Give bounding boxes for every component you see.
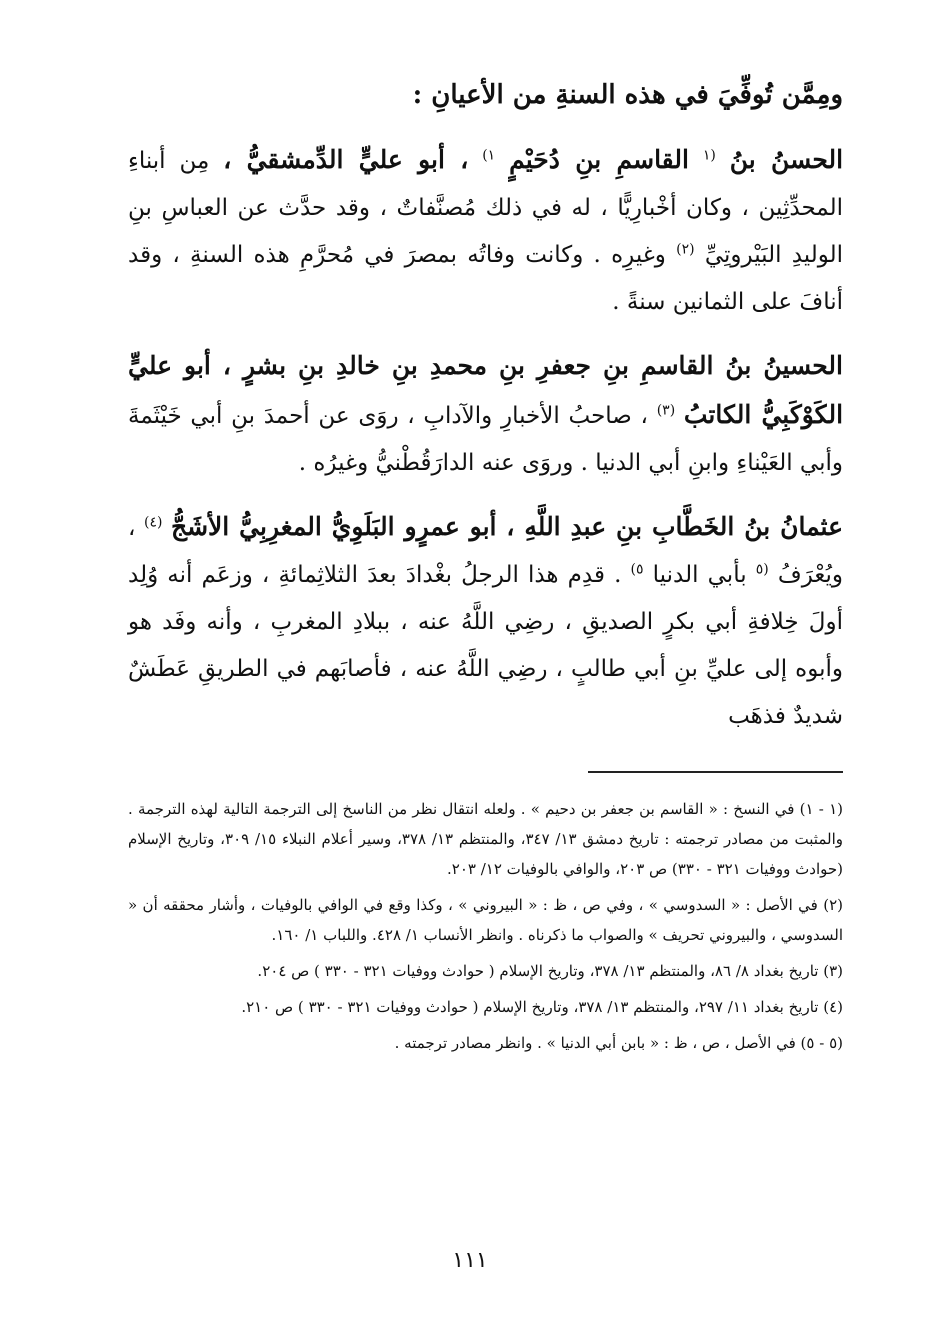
footnote-marker[interactable]: (١ bbox=[702, 147, 716, 164]
entry-name: عثمانُ بنُ الخَطَّابِ بنِ عبدِ اللَّهِ ، أبو عمرٍو البَلَوِيُّ المغرِبِيُّ الأشَجُّ bbox=[170, 512, 844, 541]
footnote-marker[interactable]: (٥ bbox=[755, 561, 769, 578]
entry-name: ، أبو عليٍّ الدِّمشقيُّ ، bbox=[223, 145, 469, 174]
footnote: (٤) تاريخ بغداد ١١/ ٢٩٧، والمنتظم ١٣/ ٣٧٨، وتاريخ الإسلام ( حوادث ووفيات ٣٢١ - ٣٣٠ ) ص ٢١٠. bbox=[241, 998, 843, 1016]
entry-text: . قدِم هذا الرجلُ بغْدادَ بعدَ الثلاثِمائةِ ، وزعَم أنه وُلِد أولَ خِلافةِ أبي بكرٍ الصديقِ ، رضِي اللَّهُ عنه ، ببلادِ المغربِ ، وأنه وفَد هو وأبوه إلى عليِّ بنِ أبي طالبٍ ، رضِي اللَّهُ عنه ، فأصابَهم في الطريقِ عَطَشٌ شديدٌ فذهَب bbox=[128, 562, 843, 729]
footnote-marker[interactable]: ١) bbox=[482, 147, 496, 164]
footnote: (٥ - ٥) في الأصل ، ص ، ظ : « بابن أبي الدنيا » . وانظر مصادر ترجمته . bbox=[394, 1034, 843, 1052]
footnotes bbox=[128, 794, 843, 1064]
entry-text: بأبي الدنيا bbox=[652, 562, 747, 588]
entry-text: وغيرِه . وكانت وفاتُه بمصرَ في مُحرَّمِ هذه السنةِ ، وقد أنافَ على الثمانين سنةً . bbox=[128, 242, 843, 315]
entry-husayn bbox=[128, 342, 843, 487]
footnote-divider bbox=[588, 771, 843, 773]
entry-text: ، ويُعْرَفُ bbox=[128, 515, 843, 588]
entry-name: القاسمِ بنِ دُحَيْمٍ bbox=[509, 145, 689, 174]
footnote: (١ - ١) في النسخ : « القاسم بن جعفر بن دحيم » . ولعله انتقال نظر من الناسخ إلى الترجمة التالية لهذه الترجمة . والمثبت من مصادر ترجمته : تاريخ دمشق ١٣/ ٣٤٧، والمنتظم ١٣/ ٣٧٨، وسير أعلام النبلاء ١٥/ ٣٠٩، وتاريخ الإسلام (حوادث ووفيات ٣٢١ - ٣٣٠) ص ٢٠٣، والوافي بالوفيات ١٢/ ٢٠٣. bbox=[128, 800, 843, 878]
main-text bbox=[128, 136, 843, 756]
entry-text: مِن أبناءِ المحدِّثِين ، وكان أخْبارِيًّا ، له في ذلك مُصنَّفاتٌ ، وقد حدَّث عن العباسِ بنِ الوليدِ البَيْروتِيِّ bbox=[128, 148, 844, 268]
footnote-marker[interactable]: (٣) bbox=[656, 402, 676, 419]
entry-hasan bbox=[128, 136, 843, 326]
footnote: (٣) تاريخ بغداد ٨/ ٨٦، والمنتظم ١٣/ ٣٧٨، وتاريخ الإسلام ( حوادث ووفيات ٣٢١ - ٣٣٠ ) ص ٢٠٤. bbox=[257, 962, 843, 980]
entry-name: الحسينُ بنُ القاسمِ بنِ جعفرِ بنِ محمدِ بنِ خالدِ بنِ بشرٍ ، أبو عليٍّ الكَوْكَبِيُّ الكاتبُ bbox=[128, 351, 844, 429]
footnote-marker[interactable]: (٢) bbox=[676, 241, 695, 258]
footnote: (٢) في الأصل : « السدوسي » ، وفي ص ، ظ : « البيروني » ، وكذا وقع في الوافي بالوفيات ، وأشار محققه أن « السدوسي ، والبيروني تحريف » والصواب ما ذكرناه . وانظر الأنساب ١/ ٤٢٨. واللباب ١/ ١٦٠. bbox=[128, 896, 843, 944]
page-number: ١١١ bbox=[452, 1248, 488, 1273]
footnote-marker[interactable]: ٥) bbox=[630, 561, 644, 578]
section-heading: ومِمَّن تُوفِّيَ في هذه السنةِ من الأعيانِ : bbox=[412, 80, 843, 110]
entry-name: الحسنُ بنُ bbox=[729, 145, 844, 174]
entry-text: ، صاحبُ الأخبارِ والآدابِ ، روَى عن أحمدَ بنِ أبي خَيْثَمةَ وأبي العَيْناءِ وابنِ أبي الدنيا . وروَى عنه الدارَقُطْنيُّ وغيرُه . bbox=[128, 403, 843, 476]
footnote-marker[interactable]: (٤) bbox=[143, 514, 163, 531]
entry-uthman bbox=[128, 503, 843, 740]
